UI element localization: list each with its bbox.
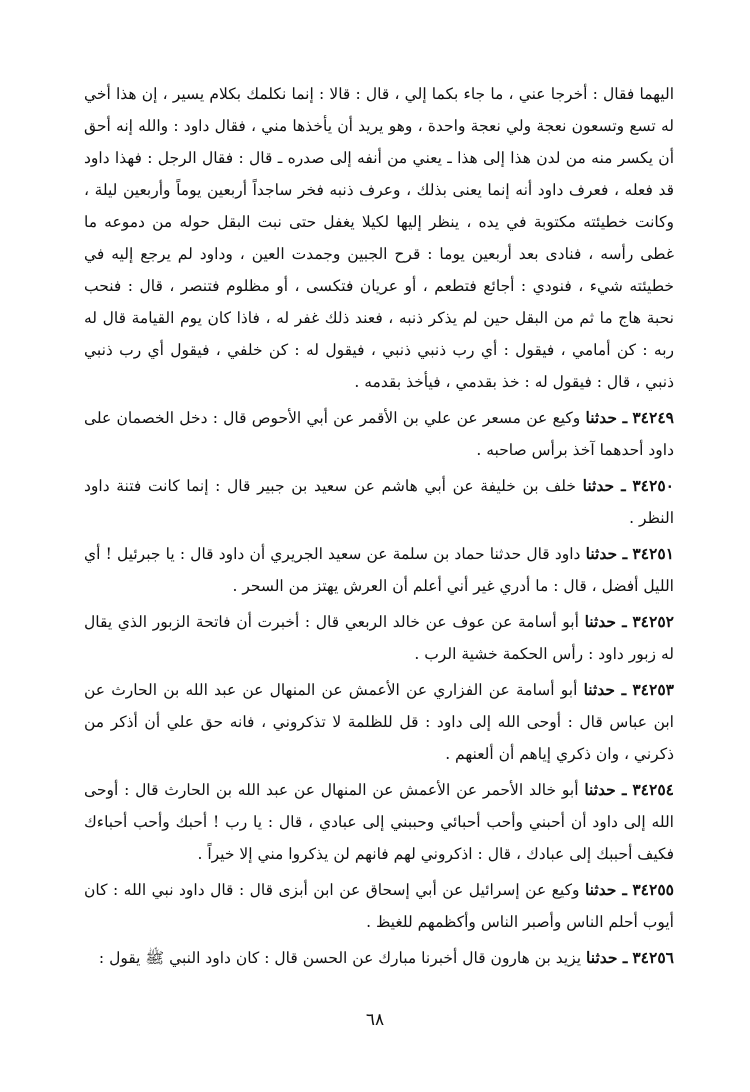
page-number: ٦٨ <box>365 1010 385 1030</box>
hadith-number: ٣٤٢٥٥ <box>632 880 674 899</box>
intro-paragraph: اليهما فقال : أخرجا عني ، ما جاء بكما إلي ، قال : قالا : إنما نكلمك بكلام يسير ، إن هذا أخي له تسع وتسعون نعجة ولي نعجة واحدة ، وهو يريد أن يأخذها مني ، فقال داود : والله إنه أحق أن يكسر منه من لدن هذا إلى هذا ـ يعني من أنفه إلى صدره ـ قال : فقال الرجل : فهذا داود قد فعله ، فعرف داود أنه إنما يعنى بذلك ، وعرف ذنبه فخر ساجداً أربعين يوماً وأربعين ليلة ، وكانت خطيئته مكتوبة في يده ، ينظر إليها لكيلا يغفل حتى نبت البقل حوله من دموعه ما غطى رأسه ، فنادى بعد أربعين يوما : قرح الجبين وجمدت العين ، وداود لم يرجع إليه في خطيئته شيء ، فنودي : أجائع فتطعم ، أو عريان فتكسى ، أو مظلوم فتنصر ، قال : فنحب نحبة هاج ما ثم من البقل حين لم يذكر ذنبه ، فعند ذلك غفر له ، فاذا كان يوم القيامة قال له ربه : كن أمامي ، فيقول : أي رب ذنبي ذنبي ، فيقول له : كن خلفي ، فيقول أي رب ذنبي ذنبي ، قال : فيقول له : خذ بقدمي ، فيأخذ بقدمه . <box>84 85 674 391</box>
hadith-34254 <box>84 774 674 870</box>
hadith-34256 <box>84 942 674 974</box>
hadith-text: يزيد بن هارون قال أخبرنا مبارك عن الحسن قال : كان داود النبي ﷺ يقول : <box>98 949 582 967</box>
hadith-34249 <box>84 402 674 466</box>
hadith-34251 <box>84 538 674 602</box>
hadith-text: أبو أسامة عن عوف عن خالد الربعي قال : أخبرت أن فاتحة الزبور الذي يقال له زبور داود : رأس الحكمة خشية الرب . <box>84 613 674 663</box>
hadith-number: ٣٤٢٥٢ <box>632 612 674 631</box>
hadith-text: أبو أسامة عن الفزاري عن الأعمش عن المنهال عن عبد الله بن الحارث عن ابن عباس قال : أوحى الله إلى داود : قل للظلمة لا تذكروني ، فانه حق علي أن أذكر من ذكرني ، وان ذكري إياهم أن ألعنهم . <box>84 681 674 763</box>
hadith-heading: ـ حدثنا <box>585 544 628 563</box>
page-body <box>84 78 674 974</box>
hadith-number: ٣٤٢٤٩ <box>632 408 674 427</box>
hadith-34250 <box>84 470 674 534</box>
hadith-heading: ـ حدثنا <box>583 680 627 699</box>
hadith-text: وكيع عن مسعر عن علي بن الأقمر عن أبي الأحوص قال : دخل الخصمان على داود أحدهما آخذ برأس صاحبه . <box>84 409 674 459</box>
hadith-text: أبو خالد الأحمر عن الأعمش عن المنهال عن عبد الله بن الحارث قال : أوحى الله إلى داود أن أحبني وأحب أحبائي وحببني إلى عبادي ، قال : يا رب ! أحبك وأحب أحباءك فكيف أحببك إلى عبادك ، قال : اذكروني لهم فانهم لن يذكروا مني إلا خيراً . <box>84 781 674 863</box>
hadith-number: ٣٤٢٥٣ <box>632 680 674 699</box>
hadith-heading: ـ حدثنا <box>584 780 627 799</box>
hadith-heading: ـ حدثنا <box>584 612 627 631</box>
hadith-34253 <box>84 674 674 770</box>
hadith-number: ٣٤٢٥٠ <box>632 476 674 495</box>
hadith-34255 <box>84 874 674 938</box>
hadith-34252 <box>84 606 674 670</box>
hadith-text: خلف بن خليفة عن أبي هاشم عن سعيد بن جبير قال : إنما كانت فتنة داود النظر . <box>84 477 674 527</box>
hadith-heading: ـ حدثنا <box>585 408 628 427</box>
hadith-heading: ـ حدثنا <box>584 880 627 899</box>
hadith-text: داود قال حدثنا حماد بن سلمة عن سعيد الجريري أن داود قال : يا جبرئيل ! أي الليل أفضل ، قال : ما أدري غير أني أعلم أن العرش يهتز من السحر . <box>84 545 674 595</box>
hadith-number: ٣٤٢٥٤ <box>632 780 674 799</box>
hadith-number: ٣٤٢٥٦ <box>632 948 674 967</box>
hadith-heading: ـ حدثنا <box>586 948 628 967</box>
hadith-number: ٣٤٢٥١ <box>632 544 675 563</box>
hadith-heading: ـ حدثنا <box>582 476 626 495</box>
hadith-text: وكيع عن إسرائيل عن أبي إسحاق عن ابن أبزى قال : قال داود نبي الله : كان أيوب أحلم الناس وأصبر الناس وأكظمهم للغيظ . <box>84 881 674 931</box>
